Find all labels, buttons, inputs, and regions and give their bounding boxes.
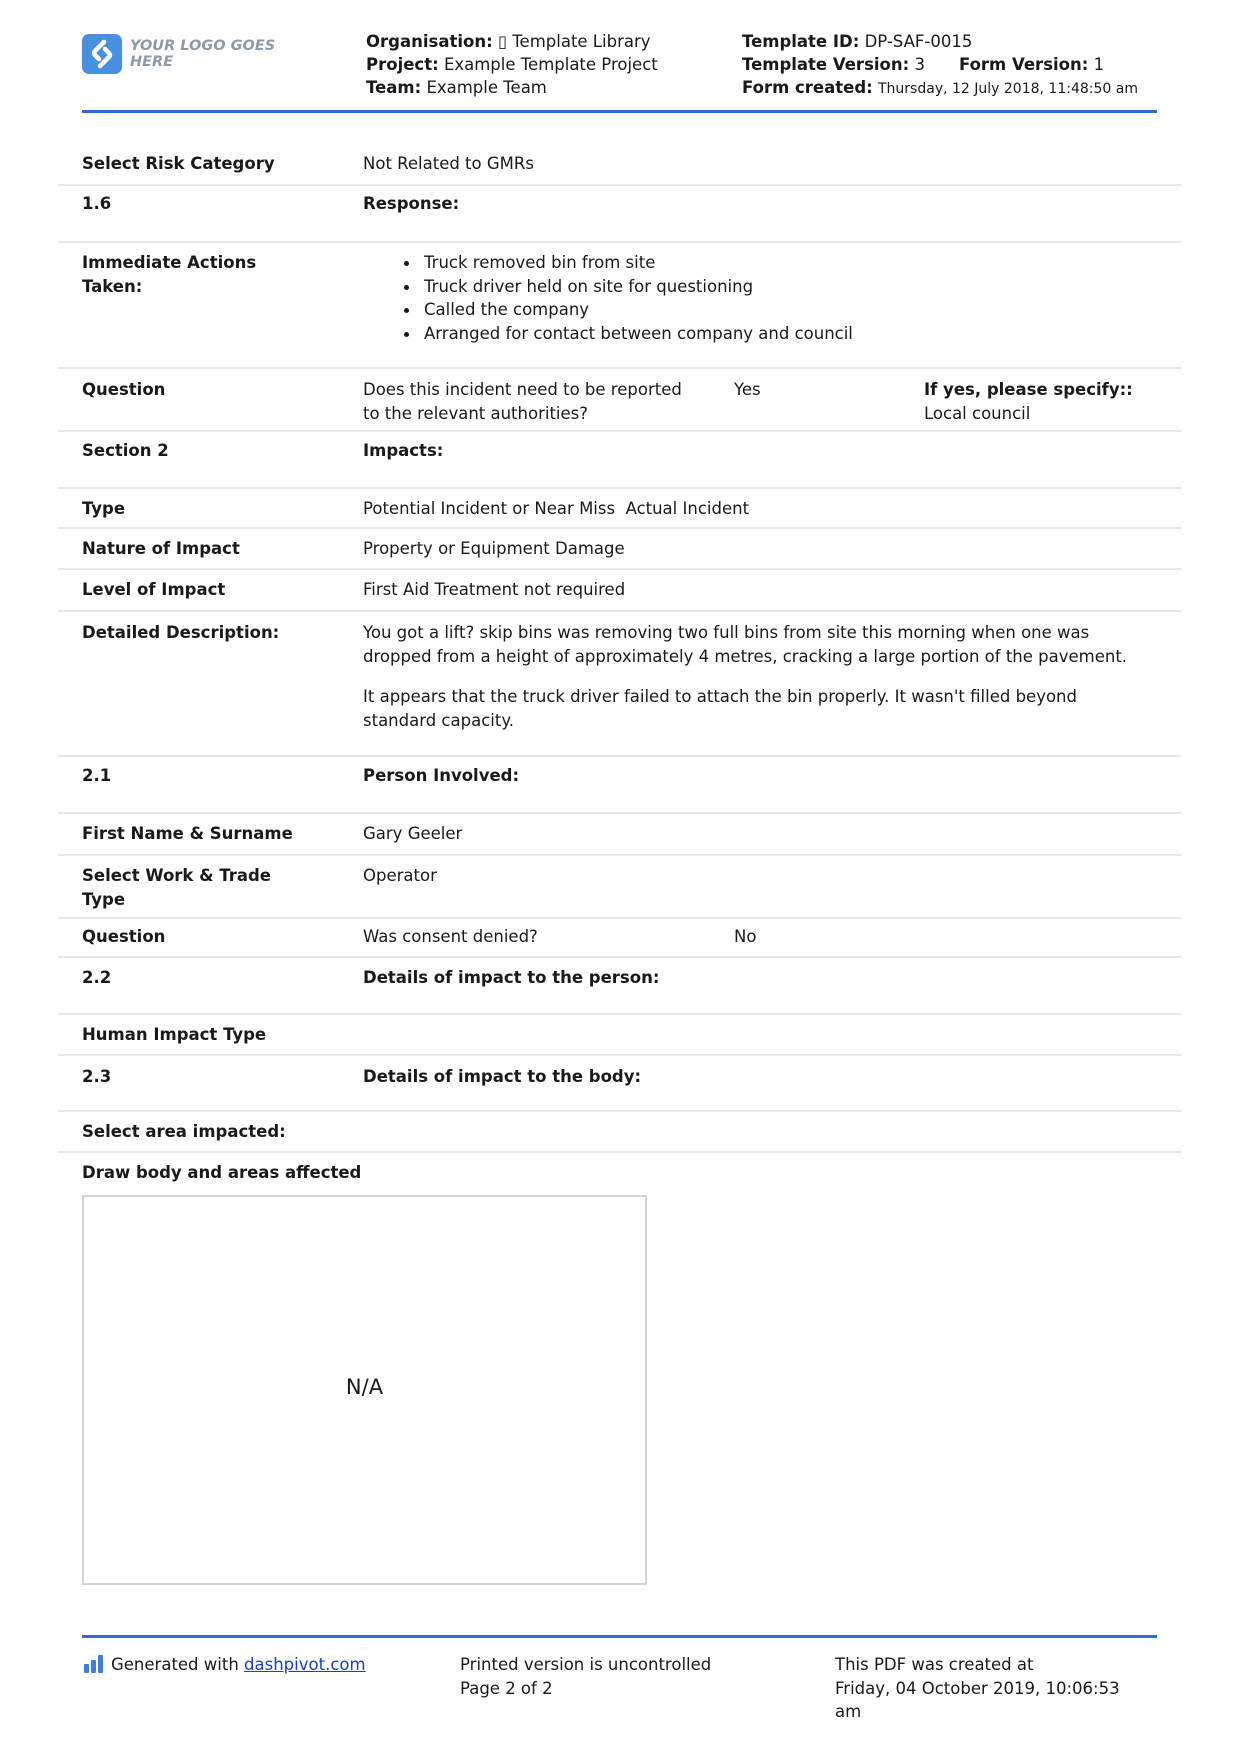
footer-divider [82,1635,1157,1638]
footer-uncontrolled [460,1653,711,1700]
header-divider [82,110,1157,113]
question-consent-text: Was consent denied? [363,927,538,946]
section-2-title: Impacts: [363,441,444,460]
section-2-number: Section 2 [82,441,169,460]
detailed-description-p1: You got a lift? skip bins was removing two full bins from site this morning when one was dropped from a height of approximately 4 metres, cracking a large portion of the pavement. [363,623,1128,666]
question-consent-label: Question [82,927,166,946]
question-report-text: Does this incident need to be reported to the relevant authorities? [363,380,682,423]
section-1-6-title: Response: [363,194,460,213]
row-section-1-6 [58,186,1181,243]
created-value: Friday, 04 October 2019, 10:06:53 am [835,1678,1120,1721]
row-detailed-description [58,612,1181,757]
nature-of-impact-value: Property or Equipment Damage [363,539,625,558]
uncontrolled-notice: Printed version is uncontrolled [460,1655,712,1674]
company-logo [82,33,302,75]
generated-prefix: Generated with [111,1655,239,1674]
type-label: Type [82,499,126,518]
section-2-1-number: 2.1 [82,766,112,785]
work-trade-type-value: Operator [363,866,437,885]
question-report-answer: Yes [734,380,761,399]
area-impacted-label: Select area impacted: [82,1122,286,1141]
template-id-value: DP-SAF-0015 [864,32,973,51]
question-consent-answer: No [734,927,757,946]
header-project-info [366,30,658,99]
nature-of-impact-label: Nature of Impact [82,539,240,558]
dashpivot-bars-icon [84,1655,103,1673]
section-2-2-number: 2.2 [82,968,112,987]
logo-badge-icon [82,34,122,74]
section-2-3-title: Details of impact to the body: [363,1067,642,1086]
form-version-label: Form Version: [958,55,1089,74]
list-item: Truck removed bin from site [424,251,853,275]
list-item: Truck driver held on site for questioning [424,275,853,299]
row-question-report [58,369,1181,432]
organisation-label: Organisation: [366,32,493,51]
work-trade-type-label: Select Work & Trade Type [82,866,271,909]
type-value: Potential Incident or Near Miss Actual Incident [363,499,750,518]
specify-value: Local council [924,403,1031,423]
team-label: Team: [366,78,422,97]
level-of-impact-label: Level of Impact [82,580,226,599]
row-human-impact-type [58,1015,1181,1056]
detailed-description-label: Detailed Description: [82,623,280,642]
list-item: Called the company [424,298,853,322]
row-section-2-3 [58,1056,1181,1112]
drawing-placeholder-text: N/A [345,1375,384,1399]
level-of-impact-value: First Aid Treatment not required [363,580,626,599]
section-1-6-number: 1.6 [82,194,112,213]
row-nature-of-impact [58,529,1181,570]
project-value: Example Template Project [443,55,658,74]
footer-created [835,1653,1145,1724]
header-template-info [742,30,1138,101]
created-prefix: This PDF was created at [835,1655,1034,1674]
risk-category-label: Select Risk Category [82,154,275,173]
row-risk-category [58,150,1181,186]
logo-text: YOUR LOGO GOES HERE [130,38,276,70]
detailed-description-p2: It appears that the truck driver failed to attach the bin properly. It wasn't filled beyond standard capacity. [363,687,1077,730]
row-work-trade-type [58,856,1181,919]
row-section-2 [58,432,1181,489]
section-2-1-title: Person Involved: [363,766,520,785]
row-level-of-impact [58,570,1181,612]
row-first-name-surname [58,814,1181,856]
row-immediate-actions [58,243,1181,369]
risk-category-value: Not Related to GMRs [363,154,534,173]
row-section-2-2 [58,958,1181,1015]
form-created-label: Form created: [742,78,873,97]
project-label: Project: [366,55,439,74]
template-version-value: 3 [914,55,925,74]
row-area-impacted [58,1112,1181,1153]
immediate-actions-list [424,251,853,345]
team-value: Example Team [426,78,547,97]
list-item: Arranged for contact between company and council [424,322,853,346]
question-report-specify [924,378,1133,425]
human-impact-type-label: Human Impact Type [82,1025,267,1044]
row-section-2-1 [58,757,1181,814]
draw-body-label: Draw body and areas affected [82,1163,362,1182]
immediate-actions-label: Immediate Actions Taken: [82,253,257,296]
row-type [58,489,1181,529]
specify-label: If yes, please specify:: [924,380,1133,399]
question-report-label: Question [82,380,166,399]
template-version-label: Template Version: [742,55,910,74]
body-drawing-area [82,1195,647,1585]
section-2-3-number: 2.3 [82,1067,112,1086]
template-id-label: Template ID: [742,32,860,51]
organisation-value: ▯ Template Library [497,32,651,51]
section-2-2-title: Details of impact to the person: [363,968,660,987]
row-question-consent [58,919,1181,958]
first-name-surname-label: First Name & Surname [82,824,293,843]
page-number: Page 2 of 2 [460,1678,553,1698]
footer-generated [84,1653,366,1677]
first-name-surname-value: Gary Geeler [363,824,463,843]
form-created-value: Thursday, 12 July 2018, 11:48:50 am [878,81,1138,97]
form-version-value: 1 [1093,55,1105,74]
dashpivot-link[interactable]: dashpivot.com [244,1655,366,1674]
